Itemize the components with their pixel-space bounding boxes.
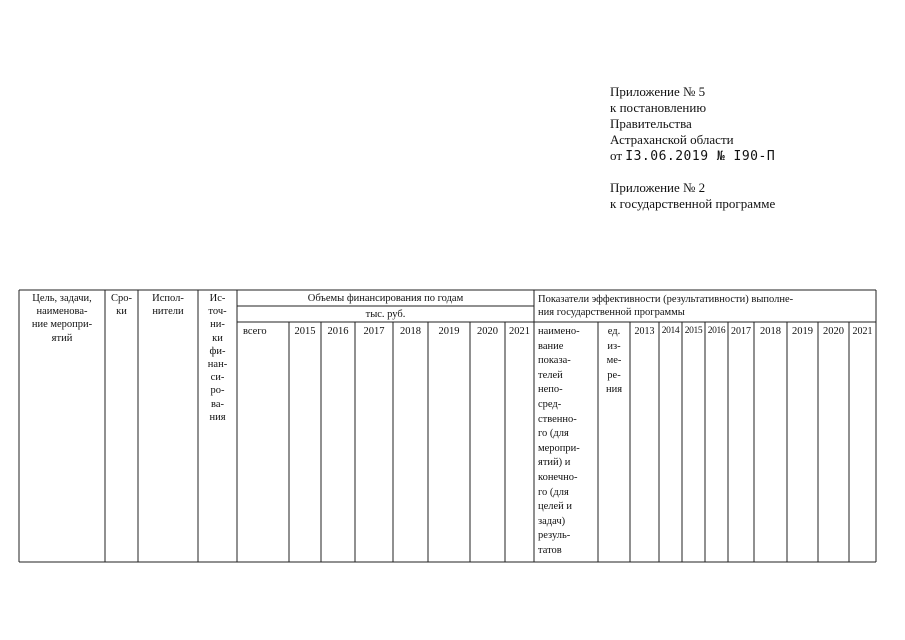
date-prefix: от [610, 148, 626, 163]
funding-year-2018: 2018 [400, 326, 421, 337]
col-goal-header: Цель, задачи, наименова- ние меропри- ятий [31, 293, 93, 344]
appendix-line: Приложение № 5 [610, 84, 706, 99]
indicator-year-2014: 2014 [661, 326, 680, 336]
appendix-line: к постановлению [610, 100, 707, 115]
indicator-unit-header: ед. из- ме- ре- ния [605, 326, 623, 396]
funding-year-2020: 2020 [477, 326, 498, 337]
decree-number-stamp: I3.06.2019 № I90-П [625, 149, 776, 164]
indicator-name-header: наимено- вание показа- телей непо- сред- ственно- го (для меропри- ятий) и конечно- го (для целей и задач) резуль- татов [538, 326, 580, 556]
indicator-year-2021: 2021 [852, 326, 873, 337]
col-sources-header: Ис- точ- ни- ки фи- нан- си- ро- ва- ния [207, 293, 228, 423]
funding-total-header: всего [243, 326, 267, 337]
indicator-year-2017: 2017 [731, 326, 751, 337]
indicator-year-2016: 2016 [707, 326, 726, 336]
col-terms-header: Сро- ки [111, 293, 132, 318]
appendix-line: Астраханской области [610, 132, 734, 147]
indicators-header: Показатели эффективности (результативности) выполне- ния государственной программы [538, 294, 794, 318]
indicator-year-2019: 2019 [792, 326, 813, 337]
col-executors-header: Испол- нители [152, 293, 184, 318]
funding-year-2019: 2019 [438, 326, 460, 337]
funding-header: Объемы финансирования по годам [307, 293, 464, 304]
funding-year-2017: 2017 [363, 326, 385, 337]
indicator-year-2018: 2018 [760, 326, 781, 337]
funding-year-2021: 2021 [509, 326, 530, 337]
indicator-year-2013: 2013 [634, 326, 655, 337]
indicator-year-2020: 2020 [823, 326, 844, 337]
indicator-year-2015: 2015 [684, 326, 703, 336]
funding-unit: тыс. руб. [365, 309, 406, 320]
funding-year-2015: 2015 [294, 326, 316, 337]
appendix-line: Правительства [610, 116, 692, 131]
funding-year-2016: 2016 [327, 326, 349, 337]
appendix-line: к государственной программе [610, 196, 776, 211]
appendix-line: Приложение № 2 [610, 180, 706, 195]
